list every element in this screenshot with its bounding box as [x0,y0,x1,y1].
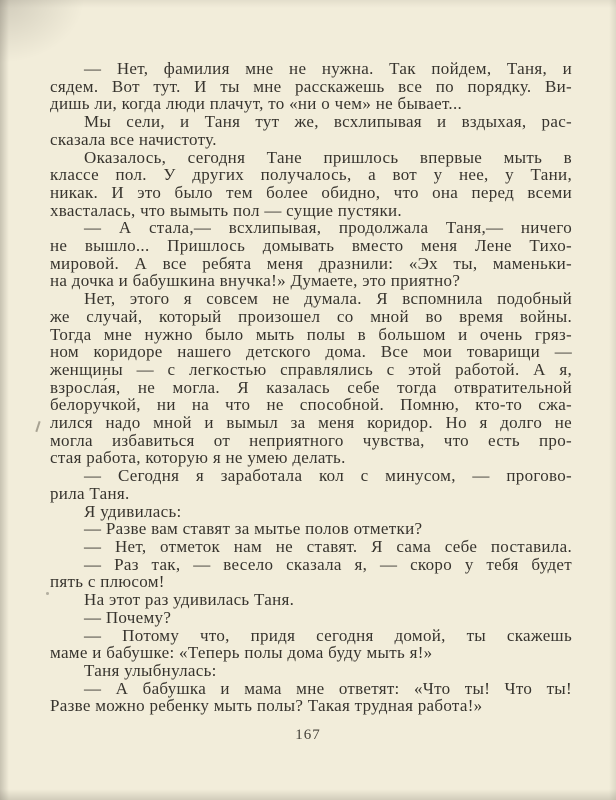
text-line: На этот раз удивилась Таня. [84,590,295,610]
text-line: — Раз так, — весело сказала я, — скоро у тебя будет [84,554,572,574]
text-line: белоручкой, ни на что не способной. Помню, кто-то сжа- [50,395,572,415]
text-line: стая работа, которую я не умею делать. [50,448,346,468]
text-line: же случай, который произошел со мной во время войны. [50,306,572,326]
text-line: хвасталась, что вымыть пол — сущие пустяки. [50,200,402,220]
text-line: маме и бабушке: «Теперь полы дома буду мыть я!» [50,643,433,663]
text-line: Тогда мне нужно было мыть полы в большом и очень гряз- [50,324,572,344]
text-line: мировой. А все ребята меня дразнили: «Эх ты, маменьки- [50,253,572,273]
text-line: — Нет, отметок нам не ставят. Я сама себе поставила. [84,536,572,556]
text-line: рила Таня. [50,483,130,503]
text-line: Нет, этого я совсем не думала. Я вспомнила подобный [84,289,572,309]
text-line: — Почему? [84,607,172,627]
text-line: Таня улыбнулась: [84,660,217,680]
scan-speckle [35,421,40,432]
scan-speckle [46,592,49,595]
text-line: взросла́я, не могла. Я казалась себе тогда отвратительной [50,377,572,397]
text-line: никак. И это было тем более обидно, что она перед всеми [50,182,572,202]
text-line: дишь ли, когда люди плачут, то «ни о чем» не бывает... [50,94,463,114]
text-line: — Сегодня я заработала кол с минусом, — прогово- [84,466,572,486]
text-line: Разве можно ребенку мыть полы? Такая трудная работа!» [50,696,483,716]
text-line: Я удивилась: [84,501,182,521]
text-line: на дочка и бабушкина внучка!» Думаете, это приятно? [50,271,461,291]
text-line: ном коридоре нашего детского дома. Все мои товарищи — [50,342,572,362]
page-number: 167 [295,727,321,743]
text-line: сядем. Вот тут. И ты мне расскажешь все по порядку. Ви- [50,76,572,96]
text-line: не вышло... Пришлось домывать вместо меня Лене Тихо- [50,236,572,256]
text-line: сказала все начистоту. [50,129,217,149]
text-line: Мы сели, и Таня тут же, всхлипывая и вздыхая, рас- [84,112,572,132]
text-line: — А бабушка и мама мне ответят: «Что ты! Что ты! [84,678,572,698]
text-line: — Разве вам ставят за мытье полов отметки? [84,519,423,539]
text-line: лился надо мной и вымыл за меня коридор. Но я долго не [50,413,572,433]
text-line: пять с плюсом! [50,572,165,592]
text-line: могла избавиться от неприятного чувства, что есть про- [50,430,572,450]
text-line: Оказалось, сегодня Тане пришлось впервые мыть в [84,147,572,167]
text-line: — Нет, фамилия мне не нужна. Так пойдем, Таня, и [84,59,572,78]
text-line: женщины — с легкостью справлялись с этой работой. А я, [50,359,572,379]
text-line: — Потому что, придя сегодня домой, ты скажешь [84,625,572,645]
text-block [50,60,572,715]
text-line: классе пол. У других получалось, а вот у нее, у Тани, [50,165,572,185]
text-line: — А стала,— всхлипывая, продолжала Таня,— ничего [84,218,572,238]
